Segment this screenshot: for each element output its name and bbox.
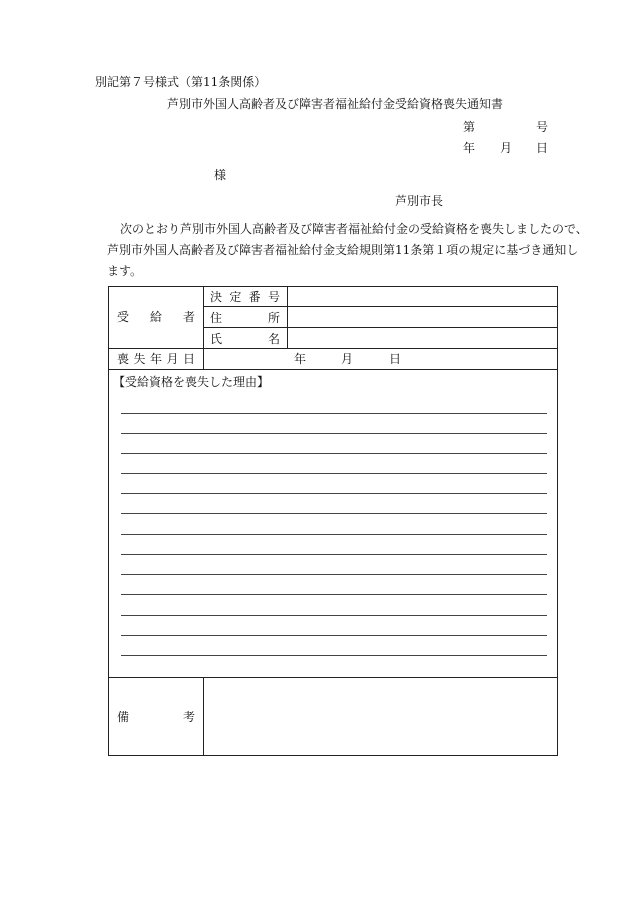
address-label: 住 所 [210,311,280,325]
rule-remarks-col [203,677,204,756]
rule-loss-date-bottom [109,369,558,370]
reason-writing-line [121,413,547,414]
loss-date-month: 月 [341,352,354,366]
reason-writing-line [121,615,547,616]
loss-date-year: 年 [294,352,307,366]
body-line-3: ます。 [107,264,143,278]
remarks-label: 備 考 [117,710,195,724]
body-line-1: 次のとおり芦別市外国人高齢者及び障害者福祉給付金の受給資格を喪失しましたので、 [120,222,588,236]
reason-writing-line [121,554,547,555]
form-table [108,286,558,756]
doc-number-prefix: 第 [463,120,476,134]
rule-address [204,327,558,328]
form-id: 別記第７号様式（第11条関係） [95,75,267,89]
date-month: 月 [500,141,513,155]
rule-sublabel-col [287,287,288,348]
reason-writing-line [121,493,547,494]
date-year: 年 [463,141,476,155]
reason-writing-line [121,594,547,595]
rule-label-col [203,287,204,369]
name-label: 氏 名 [210,332,280,346]
recipient-label: 受 給 者 [117,310,195,324]
rule-reason-bottom [109,677,558,678]
reason-writing-line [121,655,547,656]
reason-writing-line [121,433,547,434]
addressee-suffix: 様 [214,168,227,182]
decision-number-label: 決 定 番 号 [210,290,280,304]
body-line-2: 芦別市外国人高齢者及び障害者福祉給付金支給規則第11条第１項の規定に基づき通知し [107,243,579,257]
loss-date-day: 日 [389,352,402,366]
loss-date-label: 喪 失 年 月 日 [117,352,195,366]
document-title: 芦別市外国人高齢者及び障害者福祉給付金受給資格喪失通知書 [167,97,504,111]
reason-label: 【受給資格を喪失した理由】 [113,375,270,389]
rule-recipient-bottom [109,348,558,349]
rule-decision [204,306,558,307]
reason-writing-line [121,574,547,575]
reason-writing-line [121,473,547,474]
reason-writing-line [121,534,547,535]
reason-writing-line [121,635,547,636]
reason-writing-line [121,513,547,514]
date-day: 日 [536,141,549,155]
issuer: 芦別市長 [395,194,444,208]
reason-writing-line [121,453,547,454]
doc-number-suffix: 号 [536,120,549,134]
